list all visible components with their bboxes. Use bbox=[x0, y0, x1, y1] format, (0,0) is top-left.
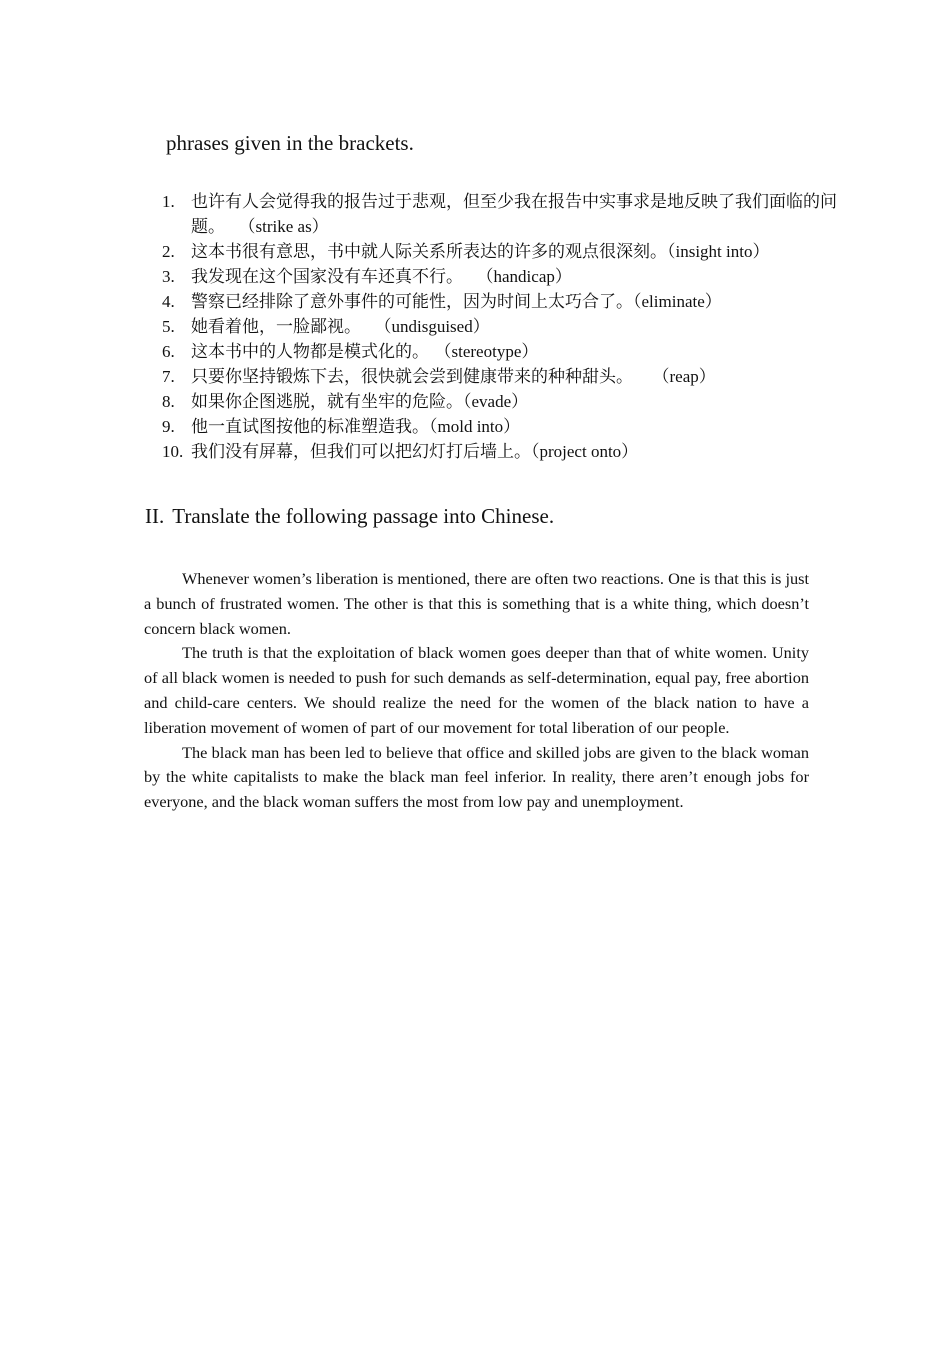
exercise-number: 4. bbox=[162, 292, 175, 311]
exercise-hint: （reap） bbox=[661, 367, 716, 386]
exercise-item-10 bbox=[162, 439, 842, 464]
exercise-sentence: 如果你企图逃脱，就有坐牢的危险。 bbox=[191, 392, 463, 411]
instruction-continuation: phrases given in the brackets. bbox=[166, 131, 414, 155]
exercise-number: 8. bbox=[162, 392, 175, 411]
exercise-number: 1. bbox=[162, 192, 175, 211]
exercise-hint: （eliminate） bbox=[633, 292, 722, 311]
exercise-hint: （mold into） bbox=[429, 417, 521, 436]
exercise-number: 2. bbox=[162, 242, 175, 261]
exercise-sentence: 这本书很有意思，书中就人际关系所表达的许多的观点很深刻。 bbox=[191, 242, 667, 261]
exercise-number: 6. bbox=[162, 342, 175, 361]
section-heading bbox=[145, 502, 554, 530]
exercise-item-7 bbox=[162, 364, 842, 389]
passage-paragraph-3: The black man has been led to believe that office and skilled jobs are given to the black woman by the white capitalists to make the black man feel inferior. In reality, there aren’t enough jobs for everyone, and the black woman suffers the most from low pay and unemployment. bbox=[144, 742, 809, 812]
exercise-sentence: 也许有人会觉得我的报告过于悲观，但至少我在报告中实事求是地反映了我们面临的问题。 bbox=[191, 192, 837, 236]
exercise-item-2 bbox=[162, 239, 842, 264]
exercise-sentence: 她看着他，一脸鄙视。 bbox=[191, 317, 361, 336]
exercise-number: 5. bbox=[162, 317, 175, 336]
exercise-item-6 bbox=[162, 339, 842, 364]
exercise-hint: （evade） bbox=[463, 392, 529, 411]
exercise-number: 9. bbox=[162, 417, 175, 436]
exercise-sentence: 只要你坚持锻炼下去，很快就会尝到健康带来的种种甜头。 bbox=[191, 367, 633, 386]
exercise-item-4 bbox=[162, 289, 842, 314]
exercise-hint: （stereotype） bbox=[443, 342, 539, 361]
exercise-item-3 bbox=[162, 264, 842, 289]
exercise-number: 10. bbox=[162, 442, 184, 461]
exercise-hint: （insight into） bbox=[667, 242, 770, 261]
passage-paragraph-2: The truth is that the exploitation of black women goes deeper than that of white women. Unity of all black women is needed to push for such demands as self-determination, equal pay, free abortion and child-care centers. We should realize the need for the women of the black nation to have a liberation movement of women of part of our movement for total liberation of our people. bbox=[144, 643, 809, 737]
exercise-hint: （undisguised） bbox=[383, 317, 490, 336]
exercise-item-5 bbox=[162, 314, 842, 339]
exercise-item-1 bbox=[162, 189, 842, 239]
exercise-hint: （project onto） bbox=[531, 442, 639, 461]
exercise-sentence: 这本书中的人物都是模式化的。 bbox=[191, 342, 429, 361]
exercise-sentence: 我发现在这个国家没有车还真不行。 bbox=[191, 267, 463, 286]
section-title: Translate the following passage into Chinese. bbox=[172, 504, 555, 528]
section-numeral: II. bbox=[145, 504, 165, 528]
exercise-hint: （handicap） bbox=[485, 267, 572, 286]
exercise-sentence: 警察已经排除了意外事件的可能性，因为时间上太巧合了。 bbox=[191, 292, 633, 311]
translation-exercise-list bbox=[162, 189, 842, 464]
exercise-hint: （strike as） bbox=[247, 217, 329, 236]
exercise-item-8 bbox=[162, 389, 842, 414]
exercise-number: 3. bbox=[162, 267, 175, 286]
exercise-sentence: 他一直试图按他的标准塑造我。 bbox=[191, 417, 429, 436]
passage-text bbox=[144, 567, 809, 815]
exercise-number: 7. bbox=[162, 367, 175, 386]
exercise-item-9 bbox=[162, 414, 842, 439]
exercise-sentence: 我们没有屏幕，但我们可以把幻灯打后墙上。 bbox=[191, 442, 531, 461]
passage-paragraph-1: Whenever women’s liberation is mentioned, there are often two reactions. One is that this is just a bunch of frustrated women. The other is that this is something that is a white thing, which doesn’t concern black women. bbox=[144, 569, 809, 638]
